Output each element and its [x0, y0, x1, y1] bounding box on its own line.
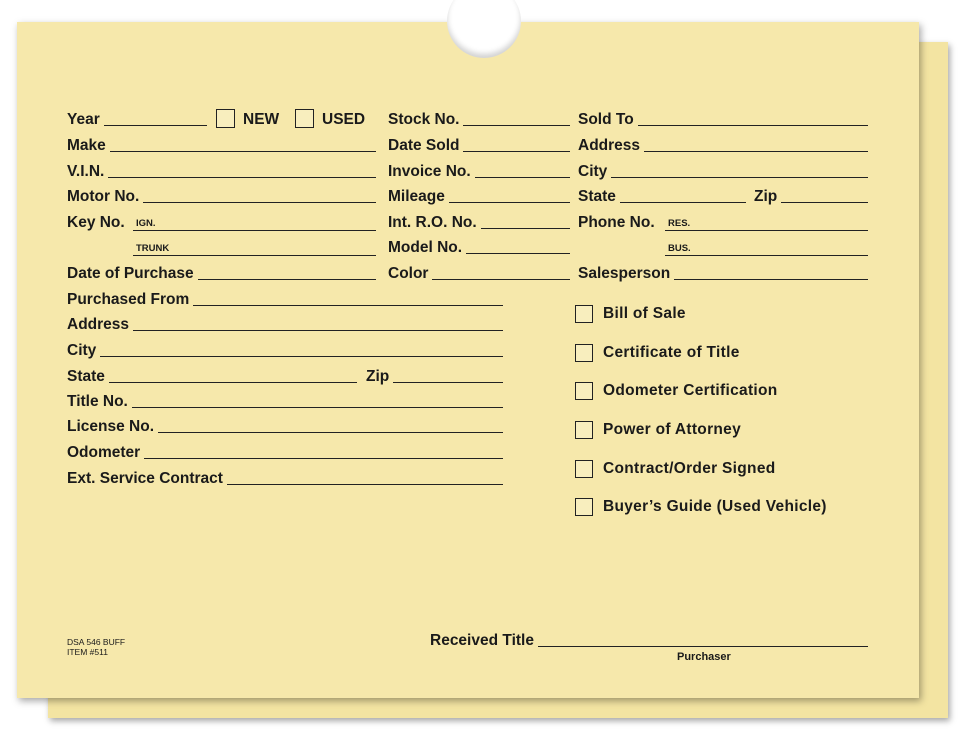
- salesperson-field[interactable]: [578, 263, 868, 283]
- new-checkbox-field[interactable]: [216, 109, 279, 129]
- ext-service-contract-label: Ext. Service Contract: [67, 470, 223, 487]
- mileage-label: Mileage: [388, 188, 445, 205]
- odometer-line: [144, 458, 503, 459]
- year-line: [104, 125, 207, 126]
- int-ro-label: Int. R.O. No.: [388, 214, 477, 231]
- license-no-field[interactable]: [67, 416, 503, 436]
- phone-label: Phone No.: [578, 214, 655, 231]
- buyer-address-field[interactable]: [578, 135, 868, 155]
- make-field[interactable]: [67, 135, 376, 155]
- key-trunk-field[interactable]: [133, 241, 376, 256]
- purchase-address-line: [133, 330, 503, 331]
- salesperson-label: Salesperson: [578, 265, 671, 282]
- checklist-contract-order-signed[interactable]: [575, 460, 776, 478]
- phone-res-label: RES.: [668, 218, 691, 229]
- date-sold-line: [463, 151, 570, 152]
- purchased-from-label: Purchased From: [67, 291, 190, 308]
- bill-of-sale-checkbox[interactable]: [575, 305, 593, 323]
- purchase-address-field[interactable]: [67, 314, 503, 334]
- phone-field: [578, 212, 668, 232]
- used-checkbox-field[interactable]: [295, 109, 365, 129]
- color-field[interactable]: [388, 263, 570, 283]
- invoice-label: Invoice No.: [388, 163, 471, 180]
- buyer-address-line: [644, 151, 868, 152]
- buyer-zip-line: [781, 202, 868, 203]
- purchase-zip-label: Zip: [366, 368, 390, 385]
- invoice-line: [475, 177, 570, 178]
- vin-line: [108, 177, 376, 178]
- sold-to-label: Sold To: [578, 111, 634, 128]
- checklist-certificate-of-title[interactable]: [575, 344, 740, 362]
- year-label: Year: [67, 111, 100, 128]
- odometer-label: Odometer: [67, 444, 141, 461]
- purchase-zip-line: [393, 382, 503, 383]
- license-no-label: License No.: [67, 418, 154, 435]
- phone-bus-field[interactable]: [665, 241, 868, 256]
- date-sold-field[interactable]: [388, 135, 570, 155]
- used-label: USED: [322, 111, 366, 128]
- purchase-state-line: [109, 382, 357, 383]
- certificate-of-title-label: Certificate of Title: [603, 344, 740, 361]
- model-field[interactable]: [388, 237, 570, 257]
- purchase-city-label: City: [67, 342, 97, 359]
- key-label: Key No.: [67, 214, 125, 231]
- phone-bus-label: BUS.: [668, 243, 691, 254]
- checklist-power-of-attorney[interactable]: [575, 421, 741, 439]
- power-of-attorney-label: Power of Attorney: [603, 421, 742, 438]
- year-field[interactable]: [67, 109, 207, 129]
- deal-jacket-form: [17, 22, 919, 698]
- date-of-purchase-label: Date of Purchase: [67, 265, 194, 282]
- key-ign-field[interactable]: [133, 216, 376, 231]
- phone-res-field[interactable]: [665, 216, 868, 231]
- title-no-field[interactable]: [67, 391, 503, 411]
- salesperson-line: [674, 279, 868, 280]
- buyer-city-line: [611, 177, 868, 178]
- new-checkbox[interactable]: [216, 109, 235, 128]
- date-sold-label: Date Sold: [388, 137, 460, 154]
- sold-to-line: [638, 125, 868, 126]
- title-no-line: [132, 407, 503, 408]
- purchase-city-line: [100, 356, 503, 357]
- date-of-purchase-field[interactable]: [67, 263, 376, 283]
- date-of-purchase-line: [198, 279, 376, 280]
- title-no-label: Title No.: [67, 393, 128, 410]
- buyer-zip-field[interactable]: [754, 186, 868, 206]
- buyer-state-label: State: [578, 188, 616, 205]
- odometer-field[interactable]: [67, 442, 503, 462]
- buyer-zip-label: Zip: [754, 188, 778, 205]
- purchase-city-field[interactable]: [67, 340, 503, 360]
- buyer-state-line: [620, 202, 746, 203]
- key-field: [67, 212, 131, 232]
- item-code-text: ITEM #511: [67, 647, 108, 657]
- used-checkbox[interactable]: [295, 109, 314, 128]
- ext-service-contract-line: [227, 484, 503, 485]
- contract-order-signed-label: Contract/Order Signed: [603, 460, 776, 477]
- stock-field[interactable]: [388, 109, 570, 129]
- stock-line: [463, 125, 570, 126]
- motor-line: [143, 202, 376, 203]
- odometer-certification-label: Odometer Certification: [603, 382, 778, 399]
- model-line: [466, 253, 570, 254]
- sold-to-field[interactable]: [578, 109, 868, 129]
- invoice-field[interactable]: [388, 161, 570, 181]
- mileage-line: [449, 202, 570, 203]
- int-ro-line: [481, 228, 570, 229]
- purchaser-caption: Purchaser: [677, 651, 731, 663]
- odometer-certification-checkbox[interactable]: [575, 382, 593, 400]
- motor-field[interactable]: [67, 186, 376, 206]
- buyers-guide-checkbox[interactable]: [575, 498, 593, 516]
- make-label: Make: [67, 137, 106, 154]
- checklist-buyers-guide[interactable]: [575, 498, 827, 516]
- form-code-text: DSA 546 BUFF: [67, 637, 126, 647]
- purchase-zip-field[interactable]: [366, 366, 503, 386]
- vin-label: V.I.N.: [67, 163, 105, 180]
- mileage-field[interactable]: [388, 186, 570, 206]
- certificate-of-title-checkbox[interactable]: [575, 344, 593, 362]
- stock-label: Stock No.: [388, 111, 460, 128]
- motor-label: Motor No.: [67, 188, 140, 205]
- checklist-odometer-certification[interactable]: [575, 382, 778, 400]
- model-label: Model No.: [388, 239, 463, 256]
- buyer-state-field[interactable]: [578, 186, 746, 206]
- key-trunk-label: TRUNK: [136, 243, 170, 254]
- int-ro-field[interactable]: [388, 212, 570, 232]
- ext-service-contract-field[interactable]: [67, 468, 503, 488]
- received-title-field[interactable]: [430, 630, 868, 650]
- thumb-cut-notch: [447, 0, 521, 58]
- purchased-from-line: [193, 305, 503, 306]
- checklist-bill-of-sale[interactable]: [575, 305, 686, 323]
- purchase-state-field[interactable]: [67, 366, 357, 386]
- color-label: Color: [388, 265, 429, 282]
- received-title-line: [538, 646, 868, 647]
- received-title-label: Received Title: [430, 632, 534, 649]
- bill-of-sale-label: Bill of Sale: [603, 305, 686, 322]
- color-line: [432, 279, 570, 280]
- buyer-address-label: Address: [578, 137, 641, 154]
- vin-field[interactable]: [67, 161, 376, 181]
- power-of-attorney-checkbox[interactable]: [575, 421, 593, 439]
- contract-order-signed-checkbox[interactable]: [575, 460, 593, 478]
- license-no-line: [158, 432, 503, 433]
- form-code: [67, 637, 125, 657]
- purchase-address-label: Address: [67, 316, 130, 333]
- buyer-city-field[interactable]: [578, 161, 868, 181]
- buyers-guide-label: Buyer’s Guide (Used Vehicle): [603, 498, 827, 515]
- key-ign-label: IGN.: [136, 218, 156, 229]
- make-line: [110, 151, 376, 152]
- purchased-from-field[interactable]: [67, 289, 503, 309]
- purchase-state-label: State: [67, 368, 105, 385]
- buyer-city-label: City: [578, 163, 608, 180]
- new-label: NEW: [243, 111, 280, 128]
